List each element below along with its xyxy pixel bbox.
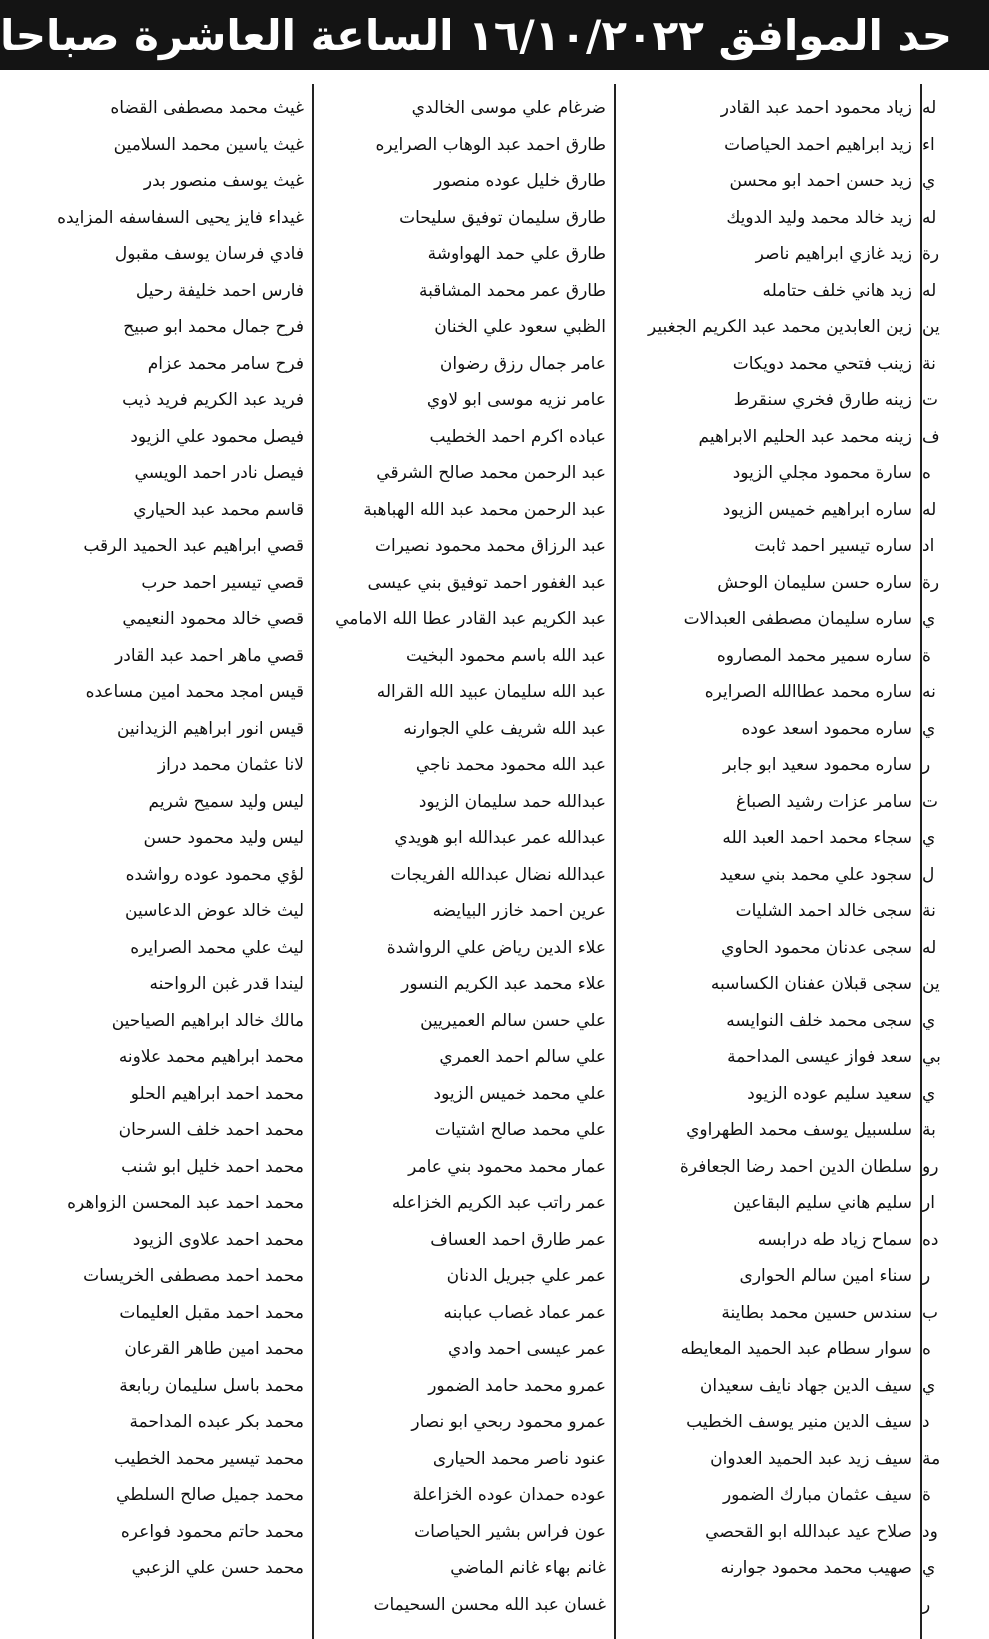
name-entry: عمر راتب عبد الكريم الخزاعله [391,1193,606,1213]
name-entry: رة [922,244,940,264]
name-entry: ي [922,609,936,629]
name-entry: ر [922,1266,931,1286]
name-entry: محمد باسل سليمان ربابعة [119,1375,304,1396]
name-entry: له [922,937,937,958]
name-entry: ليس وليد محمود حسن [143,828,304,848]
name-entry: ي [922,171,936,191]
name-entry: صهيب محمد محمود جوارنه [720,1558,912,1578]
name-entry: له [922,280,937,301]
name-entry: عبد الرزاق محمد محمود نصيرات [374,536,606,556]
name-entry: زينه طارق فخري سنقرط [733,390,912,410]
name-entry: زيد غازي ابراهيم ناصر [755,244,912,264]
name-entry: سيف الدين منير يوسف الخطيب [686,1412,912,1432]
name-entry: ساره تيسير احمد ثابت [754,536,912,556]
name-entry: سارة محمود مجلي الزيود [732,463,912,483]
name-entry: بي [922,1047,941,1067]
name-entry: ده [922,1229,939,1250]
name-entry: رو [922,1156,939,1177]
name-entry: فريد عبد الكريم فريد ذيب [122,390,304,410]
name-entry: عمر طارق احمد العساف [430,1229,606,1250]
name-entry: عمرو محمود ربحي ابو نصار [411,1412,606,1432]
name-entry: سجى محمد خلف النوايسه [726,1010,912,1031]
name-entry: عون فراس بشير الحياصات [414,1521,606,1542]
name-entry: سيف عثمان مبارك الضمور [722,1485,912,1505]
name-entry: قصي خالد محمود النعيمي [122,609,304,629]
name-entry: سجى خالد احمد الشليات [735,901,912,921]
name-entry: عرين احمد خازر البيايضه [432,901,606,921]
name-entry: ي [922,718,936,739]
name-entry: سناء امين سالم الحوارى [739,1266,912,1286]
name-entry: ي [922,828,936,848]
name-entry: لانا عثمان محمد دراز [157,755,304,775]
name-entry: زياد محمود احمد عبد القادر [720,98,912,118]
name-entry: سعد فواز عيسى المداحمة [727,1047,912,1067]
name-entry: فرح جمال محمد ابو صبيح [123,317,304,337]
name-entry: ي [922,1083,936,1104]
name-entry: سماح زياد طه درابسه [757,1229,912,1250]
name-entry: فادي فرسان يوسف مقبول [114,244,304,264]
name-entry: نة [922,353,936,374]
name-entry: محمد بكر عبده المداحمة [129,1412,304,1432]
name-entry: د [922,1412,930,1432]
name-entry: ليس وليد سميح شريم [148,791,304,812]
name-entry: ة [922,645,931,666]
name-entry: محمد احمد مقبل العليمات [119,1302,304,1323]
name-entry: سامر عزات رشيد الصباغ [736,791,912,812]
name-entry: علي سالم احمد العمري [439,1047,606,1067]
name-entry: ف [922,426,940,447]
name-entry: محمد حاتم محمود فواعره [120,1521,304,1542]
name-entry: علاء الدين رياض علي الرواشدة [386,937,606,958]
name-entry: نه [922,682,936,702]
name-entry: محمد احمد خليل ابو شنب [121,1156,304,1177]
name-entry: ساره سمير محمد المصاروه [716,645,912,666]
name-entry: سجى عدنان محمود الحاوي [721,937,912,958]
name-entry: ت [922,791,939,812]
name-entry: ليث علي محمد الصرايره [130,937,304,958]
name-entry: عمار محمد محمود بني عامر [408,1156,606,1177]
name-entry: سلسبيل يوسف محمد الطهراوي [686,1120,912,1140]
name-entry: محمد ابراهيم محمد علاونه [118,1047,304,1067]
name-entry: عبد الله محمود محمد ناجي [415,755,606,775]
name-entry: عنود ناصر محمد الحيارى [432,1448,606,1469]
name-entry: عمرو محمد حامد الضمور [428,1375,606,1396]
name-entry: سيف زيد عبد الحميد العدوان [710,1448,912,1469]
name-entry: عباده اكرم احمد الخطيب [429,426,606,447]
name-entry: لؤي محمود عوده رواشده [125,864,304,885]
name-entry: زيد خالد محمد وليد الدويك [726,207,912,228]
name-entry: محمد جميل صالح السلطي [116,1485,304,1505]
name-entry: طارق خليل عوده منصور [434,171,606,191]
name-entry: محمد احمد ابراهيم الحلو [130,1083,304,1104]
name-entry: زين العابدين محمد عبد الكريم الجغبير [648,317,912,337]
name-entry: ي [922,1010,936,1031]
name-entry: طارق علي حمد الهواوشة [427,244,606,264]
column-right [614,84,920,1639]
name-entry: غسان عبد الله محسن السحيمات [373,1594,606,1615]
name-entry: عبد الله شريف علي الجوارنه [403,718,606,739]
name-entry: عمر علي جبريل الدنان [446,1266,606,1286]
name-entry: ليندا قدر غبن الرواحنه [149,974,304,994]
name-entry: ي [922,1558,936,1578]
name-entry: عبد الغفور احمد توفيق بني عيسى [367,572,606,593]
name-entry: غيث محمد مصطفى القضاه [110,98,304,118]
name-entry: قصي تيسير احمد حرب [141,572,304,593]
name-entry: قيس انور ابراهيم الزيدانين [116,718,304,739]
name-entry: زينه محمد عبد الحليم الابراهيم [698,426,912,447]
name-entry: ليث خالد عوض الدعاسين [125,901,304,921]
name-entry: علي حسن سالم العميريين [420,1010,606,1031]
name-entry: عبد الرحمن محمد صالح الشرقي [376,463,606,483]
name-entry: زيد ابراهيم احمد الحياصات [724,134,912,155]
name-entry: ساره محمد عطاالله الصرايره [704,682,912,702]
name-list [0,84,312,1587]
name-entry: عبد الله سليمان عبيد الله القراله [376,682,606,702]
name-entry: ر [922,1594,931,1615]
name-entry: قيس امجد محمد امين مساعده [85,682,304,702]
name-entry: محمد احمد عبد المحسن الزواهره [67,1193,304,1213]
name-entry: اد [922,536,935,556]
name-entry: عمر عيسى احمد وادي [448,1339,606,1359]
name-entry: ين [922,317,940,337]
name-entry: عامر جمال رزق رضوان [439,353,606,374]
column-left [0,84,312,1639]
name-entry: سليم هاني سليم البقاعين [733,1193,912,1213]
name-entry: عبدالله نضال عبدالله الفريجات [390,864,606,885]
name-entry: ساره محمود اسعد عوده [741,718,912,739]
name-entry: سعيد سليم عوده الزيود [747,1083,912,1104]
name-entry: الظبي سعود علي الخنان [434,317,606,337]
name-entry: محمد احمد خلف السرحان [118,1120,304,1140]
name-entry: ت [922,390,939,410]
column-edge-partial [920,84,989,1639]
name-entry: له [922,207,937,228]
name-entry: مة [922,1448,941,1469]
name-entry: سندس حسين محمد بطاينة [721,1302,912,1323]
name-entry: طارق احمد عبد الوهاب الصرايره [375,134,606,155]
name-entry: عبد الكريم عبد القادر عطا الله الامامي [335,609,606,629]
name-entry: له [922,499,937,520]
name-entry: رة [922,572,940,593]
name-entry: محمد احمد مصطفى الخريسات [83,1266,304,1286]
name-entry: قاسم محمد عبد الحياري [133,499,304,520]
name-entry: سلطان الدين احمد رضا الجعافرة [679,1156,912,1177]
name-entry: محمد تيسير محمد الخطيب [113,1448,304,1469]
name-entry: قصي ابراهيم عبد الحميد الرقب [83,536,304,556]
name-entry: عوده حمدان عوده الخزاعلة [412,1485,606,1505]
name-entry: زيد هاني خلف حتامله [762,280,912,301]
name-entry: مالك خالد ابراهيم الصياحين [111,1010,304,1031]
name-list [922,84,989,1623]
name-entry: فارس احمد خليفة رحيل [135,280,304,301]
name-entry: زيد حسن احمد ابو محسن [729,171,912,191]
name-entry: ه [922,463,931,483]
name-entry: طارق سليمان توفيق سليحات [399,207,606,228]
name-entry: محمد احمد علاوى الزيود [132,1229,304,1250]
name-entry: غيداء فايز يحيى السفاسفه المزايده [57,207,304,228]
name-entry: غانم بهاء غانم الماضي [450,1558,606,1578]
name-entry: عبدالله عمر عبدالله ابو هويدي [394,828,606,848]
name-entry: طارق عمر محمد المشاقبة [419,280,606,301]
name-entry: ب [922,1302,939,1323]
name-entry: فيصل محمود علي الزيود [130,426,304,447]
name-entry: ين [922,974,940,994]
name-entry: اء [922,134,935,155]
name-entry: ه [922,1339,931,1359]
header-title: حد الموافق ١٦/١٠/٢٠٢٢ الساعة العاشرة صباحا [0,10,953,60]
name-entry: ضرغام علي موسى الخالدي [411,98,606,118]
name-entry: نة [922,901,936,921]
name-entry: فرح سامر محمد عزام [147,353,304,374]
name-entry: زينب فتحي محمد دويكات [732,353,912,374]
name-entry: ر [922,755,931,775]
header-banner [0,0,989,70]
name-list [314,84,614,1623]
name-entry: محمد امين طاهر القرعان [124,1339,304,1359]
name-entry: ة [922,1485,931,1505]
name-entry: عمر عماد غصاب عبابنه [443,1302,606,1323]
name-entry: عبدالله حمد سليمان الزيود [418,791,606,812]
name-entry: سجى قبلان عفنان الكساسبه [710,974,912,994]
name-entry: علي محمد خميس الزيود [433,1083,606,1104]
name-list [616,84,920,1587]
name-entry: سجود علي محمد بني سعيد [719,864,912,885]
name-entry: بة [922,1120,936,1140]
name-entry: عبد الرحمن محمد عبد الله الهباهبة [363,499,606,520]
name-entry: سجاء محمد احمد العبد الله [722,828,912,848]
name-columns [0,84,989,1639]
name-entry: ساره ابراهيم خميس الزيود [722,499,912,520]
name-entry: له [922,98,937,118]
name-entry: صلاح عيد عبدالله ابو القحصي [705,1521,912,1542]
name-entry: علي محمد صالح اشتيات [434,1120,606,1140]
name-entry: ساره حسن سليمان الوحش [717,572,912,593]
name-entry: فيصل نادر احمد الويسي [134,463,304,483]
name-entry: ود [922,1521,938,1542]
name-entry: ل [922,864,935,885]
name-entry: علاء محمد عبد الكريم النسور [401,974,606,994]
name-entry: سوار سطام عبد الحميد المعايطه [680,1339,912,1359]
name-entry: غيث ياسين محمد السلامين [113,134,304,155]
name-entry: محمد حسن علي الزعبي [131,1558,304,1578]
name-entry: غيث يوسف منصور بدر [143,171,304,191]
name-entry: سيف الدين جهاد نايف سعيدان [699,1375,912,1396]
name-entry: عبد الله باسم محمود البخيت [405,645,606,666]
name-entry: ساره سليمان مصطفى العبدالات [683,609,912,629]
name-entry: قصي ماهر احمد عبد القادر [115,645,304,666]
name-entry: ي [922,1375,936,1396]
name-entry: ساره محمود سعيد ابو جابر [723,755,912,775]
name-entry: ار [922,1193,935,1213]
name-entry: عامر نزيه موسى ابو لاوي [426,390,606,410]
column-middle [312,84,614,1639]
